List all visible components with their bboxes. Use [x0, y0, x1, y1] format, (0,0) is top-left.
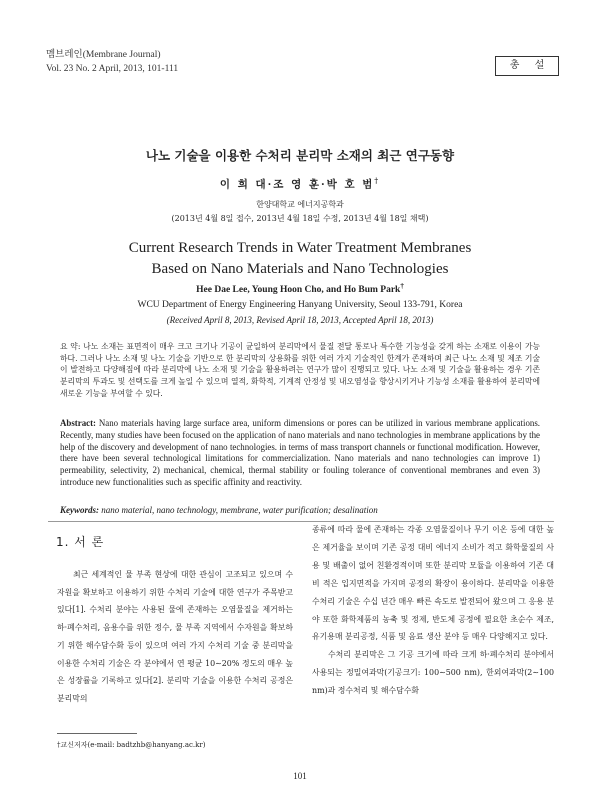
english-author-names: Hee Dae Lee, Young Hoon Cho, and Ho Bum Park	[196, 285, 401, 296]
english-received-dates: (Received April 8, 2013, Revised April 18, 2013, Accepted April 18, 2013)	[166, 315, 434, 325]
section-heading-introduction: 1. 서 론	[56, 535, 105, 549]
english-affiliation: WCU Department of Energy Engineering Hanyang University, Seoul 133-791, Korea	[137, 300, 463, 310]
korean-title: 나노 기술을 이용한 수처리 분리막 소재의 최근 연구동향	[145, 148, 455, 163]
body-right-paragraph-1: 종류에 따라 물에 존재하는 각종 오염물질이나 무기 이온 등에 대한 높은 제거율을 보이며 기존 공정 대비 에너지 소비가 적고 화학물질의 사용 및 배출이 없어 친환경적이며 또한 분리막 모듈을 이용하여 기존 대비 적은 입지면적을 가지며 공정의 확장이 용이하다. 분리막을 이용한 수처리 기술은 수십 년간 매우 빠른 속도로 발전되어 왔으며 그 응용 분야 또한 화학제품의 농축 및 정제, 반도체 공정에 필요한 초순수 제조, 유기용매 분리공정, 식품 및 음료 생산 분야 등 매우 다양해지고 있다.	[312, 525, 554, 642]
english-authors	[0, 282, 600, 295]
english-title-line1: Current Research Trends in Water Treatment Membranes	[128, 240, 472, 256]
korean-abstract	[60, 341, 540, 400]
korean-abstract-text: 나노 소재는 표면적이 매우 크고 크기나 기공이 균일하여 분리막에서 물질 전달 통로나 특수한 기능성을 갖게 하는 소재로 이용이 가능하다. 그러나 나노 소재 및 나노 기술을 기반으로 한 분리막의 상용화를 위한 여러 가지 기술적인 한계가 존재하며 최근 나노 소재 및 제조 기술이 발전하고 다양해짐에 따라 분리막에 나노 소재 및 기술을 활용하려는 연구가 많이 진행되고 있다. 나노 소재 및 기술을 활용하는 경우 기존 분리막의 투과도 및 선택도를 크게 높일 수 있으며 열적, 화학적, 기계적 안정성 및 내오염성을 향상시키거나 기능성 소재를 활용하여 분리막에 새로운 기능을 부여할 수 있다.	[60, 342, 541, 398]
english-abstract	[60, 418, 540, 489]
korean-abstract-label: 요 약:	[60, 342, 81, 351]
footnote-rule	[57, 733, 137, 734]
body-left-column: 최근 세계적인 물 부족 현상에 대한 관심이 고조되고 있으며 수자원을 확보하고 이용하기 위한 수처리 기술에 대한 연구가 주목받고 있다[1]. 수처리 분야는 사용된 물에 존재하는 오염물질을 제거하는 하·폐수처리, 음용수를 위한 정수, 물 부족 지역에서 수자원을 확보하기 위한 해수담수화 등이 있으며 여러 가지 수처리 기술 중 분리막을 이용한 수처리 기술은 각 분야에서 연 평균 10∼20% 정도의 매우 높은 성장률을 기록하고 있다[2]. 분리막 기술을 이용한 수처리 공정은 분리막의	[57, 570, 293, 703]
footnote: †교신저자(e-mail: badtzhb@hanyang.ac.kr)	[57, 741, 206, 749]
korean-affiliation: 한양대학교 에너지공학과	[256, 200, 344, 209]
keywords	[60, 505, 540, 515]
english-title	[0, 238, 600, 280]
corresponding-author-mark: †	[374, 176, 381, 185]
keywords-text: nano material, nano technology, membrane, water purification; desalination	[101, 505, 378, 515]
keywords-label: Keywords:	[60, 505, 99, 515]
english-title-line2: Based on Nano Materials and Nano Technologies	[151, 261, 449, 277]
journal-name: 멤브레인(Membrane Journal)	[46, 50, 161, 60]
english-abstract-label: Abstract:	[60, 418, 96, 428]
category-badge: 총 설	[495, 56, 559, 76]
english-corresponding-mark: †	[400, 282, 404, 290]
journal-header	[46, 48, 178, 76]
journal-issue: Vol. 23 No. 2 April, 2013, 101-111	[46, 64, 179, 74]
body-right-paragraph-2: 수처리 분리막은 그 기공 크기에 따라 크게 하·폐수처리 분야에서 사용되는 정밀여과막(기공크기: 100∼500 nm), 한외여과막(2∼100 nm)과 정수처리 및 해수담수화	[312, 650, 554, 696]
page-number: 101	[293, 771, 307, 781]
korean-authors	[0, 176, 600, 192]
english-abstract-text: Nano materials having large surface area, uniform dimensions or pores can be utilized in various membrane applications. Recently, many studies have been focused on the application of nano materials and nano technologies in membrane applications by the help of the discovery and development of nano technologies. in terms of mass transport channels or functional modification. However, there have been several technological limitations for commercialization. Nano materials and nano technologies can improve 1) permeability, selectivity, 2) mechanical, chemical, thermal stability or fouling tolerance of conventional membranes and even 3) introduce new functionalities such as specific affinity and reactivity.	[60, 418, 540, 487]
korean-author-names: 이 희 대·조 영 훈·박 호 범	[219, 178, 375, 191]
korean-received-dates: (2013년 4월 8일 접수, 2013년 4월 18일 수정, 2013년 4월 18일 채택)	[171, 214, 429, 223]
body-right-column	[312, 521, 554, 700]
